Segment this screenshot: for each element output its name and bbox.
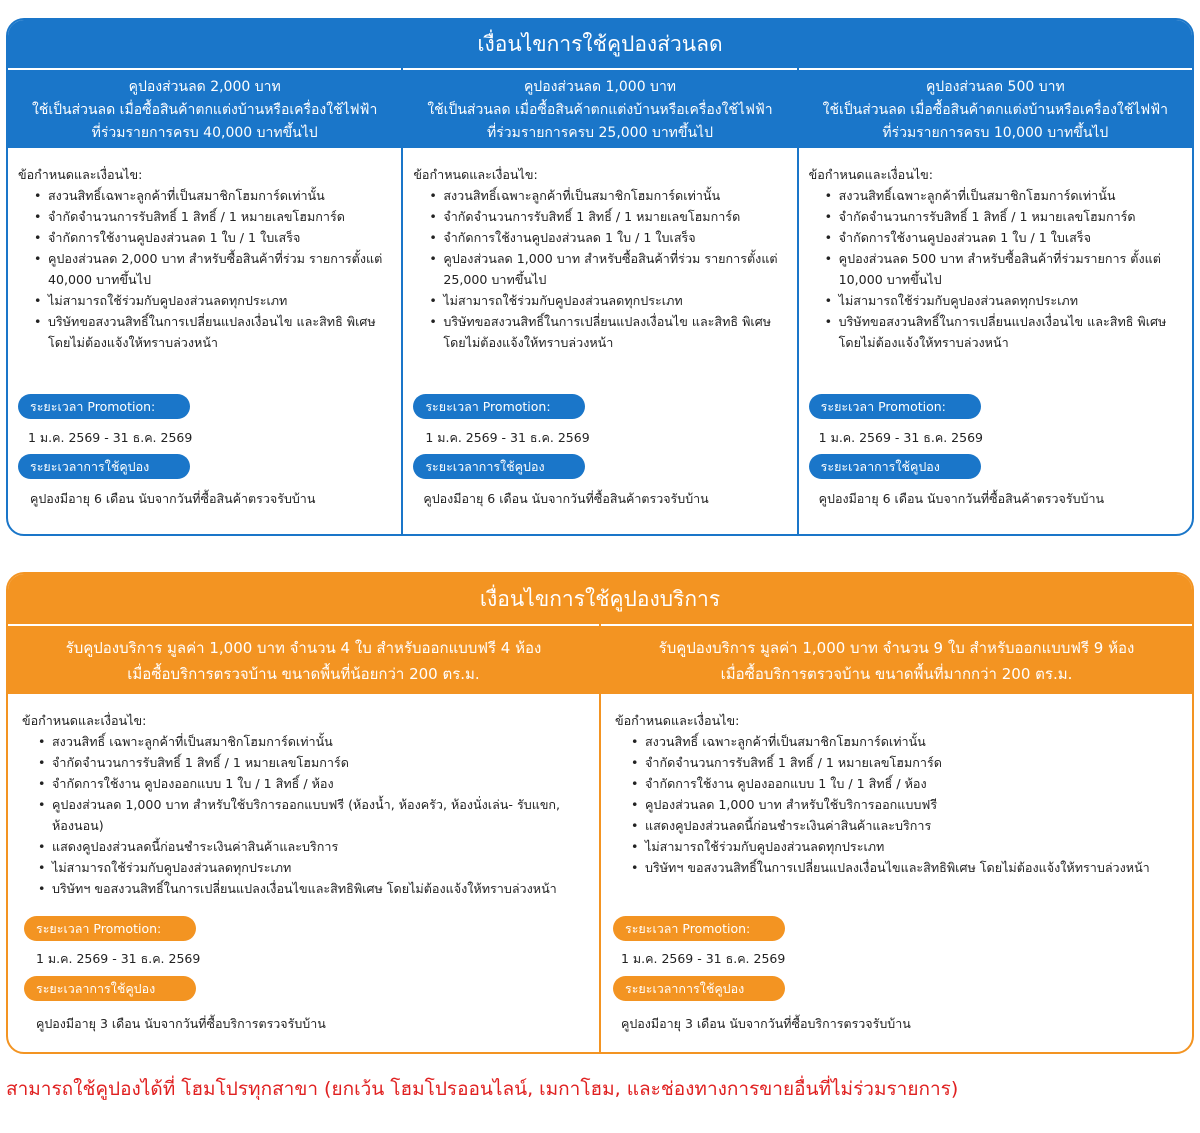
coupon-header [403, 68, 796, 148]
discount-coupon-title: เงื่อนไขการใช้คูปองส่วนลด [8, 20, 1192, 68]
condition-item: • สงวนสิทธิ์เฉพาะลูกค้าที่เป็นสมาชิกโฮมการ์ดเท่านั้น [32, 185, 391, 206]
condition-item: • จำกัดจำนวนการรับสิทธิ์ 1 สิทธิ์ / 1 หมายเลขโฮมการ์ด [36, 752, 585, 773]
promotion-period-label: ระยะเวลา Promotion: [809, 394, 981, 419]
condition-item: • จำกัดจำนวนการรับสิทธิ์ 1 สิทธิ์ / 1 หมายเลขโฮมการ์ด [823, 206, 1182, 227]
condition-item: • แสดงคูปองส่วนลดนี้ก่อนชำระเงินค่าสินค้าและบริการ [629, 815, 1178, 836]
coupon-header-line: ที่ร่วมรายการครบ 10,000 บาทขึ้นไป [882, 125, 1109, 141]
conditions-list [809, 185, 1182, 353]
coupon-usage-period-value: คูปองมีอายุ 6 เดือน นับจากวันที่ซื้อสินค้าตรวจรับบ้าน [30, 491, 316, 506]
condition-item: • จำกัดการใช้งานคูปองส่วนลด 1 ใบ / 1 ใบเสร็จ [427, 227, 786, 248]
conditions-label: ข้อกำหนดและเงื่อนไข: [22, 713, 147, 728]
conditions-label: ข้อกำหนดและเงื่อนไข: [615, 713, 740, 728]
condition-item: • คูปองส่วนลด 500 บาท สำหรับซื้อสินค้าที่ร่วมรายการ ตั้งแต่ 10,000 บาทขึ้นไป [823, 248, 1182, 290]
condition-item: • ไม่สามารถใช้ร่วมกับคูปองส่วนลดทุกประเภท [427, 290, 786, 311]
condition-item: • จำกัดจำนวนการรับสิทธิ์ 1 สิทธิ์ / 1 หมายเลขโฮมการ์ด [629, 752, 1178, 773]
coupon-header [8, 68, 401, 148]
discount-coupon-panel [6, 18, 1194, 536]
condition-item: • สงวนสิทธิ์ เฉพาะลูกค้าที่เป็นสมาชิกโฮมการ์ดเท่านั้น [629, 731, 1178, 752]
condition-item: • บริษัทขอสงวนสิทธิ์ในการเปลี่ยนแปลงเงื่อนไข และสิทธิ พิเศษ โดยไม่ต้องแจ้งให้ทราบล่วงหน้า [427, 311, 786, 353]
promotion-period-label: ระยะเวลา Promotion: [24, 916, 196, 941]
promotion-period-value: 1 ม.ค. 2569 - 31 ธ.ค. 2569 [28, 430, 193, 445]
coupon-header-line: ใช้เป็นส่วนลด เมื่อซื้อสินค้าตกแต่งบ้านหรือเครื่องใช้ไฟฟ้า [427, 102, 773, 118]
discount-coupon-column [401, 68, 796, 534]
condition-item: • จำกัดการใช้งาน คูปองออกแบบ 1 ใบ / 1 สิทธิ์ / ห้อง [36, 773, 585, 794]
condition-item: • ไม่สามารถใช้ร่วมกับคูปองส่วนลดทุกประเภท [823, 290, 1182, 311]
promotion-period-value: 1 ม.ค. 2569 - 31 ธ.ค. 2569 [36, 951, 201, 966]
service-coupon-panel [6, 572, 1194, 1054]
coupon-usage-period-label: ระยะเวลาการใช้คูปอง [24, 976, 196, 1001]
condition-item: • สงวนสิทธิ์เฉพาะลูกค้าที่เป็นสมาชิกโฮมการ์ดเท่านั้น [823, 185, 1182, 206]
coupon-usage-period-label: ระยะเวลาการใช้คูปอง [809, 454, 981, 479]
coupon-header-line: เมื่อซื้อบริการตรวจบ้าน ขนาดพื้นที่น้อยกว่า 200 ตร.ม. [127, 665, 480, 683]
condition-item: • คูปองส่วนลด 1,000 บาท สำหรับใช้บริการออกแบบฟรี [629, 794, 1178, 815]
promotion-period-value: 1 ม.ค. 2569 - 31 ธ.ค. 2569 [425, 430, 590, 445]
coupon-usage-period-label: ระยะเวลาการใช้คูปอง [613, 976, 785, 1001]
condition-item: • จำกัดการใช้งาน คูปองออกแบบ 1 ใบ / 1 สิทธิ์ / ห้อง [629, 773, 1178, 794]
service-coupon-column [599, 624, 1192, 1052]
promotion-period-label: ระยะเวลา Promotion: [413, 394, 585, 419]
conditions-section [8, 694, 599, 899]
discount-coupon-column [8, 68, 401, 534]
coupon-header-line: คูปองส่วนลด 500 บาท [925, 79, 1065, 95]
coupon-header-line: ใช้เป็นส่วนลด เมื่อซื้อสินค้าตกแต่งบ้านหรือเครื่องใช้ไฟฟ้า [822, 102, 1168, 118]
condition-item: • คูปองส่วนลด 2,000 บาท สำหรับซื้อสินค้าที่ร่วม รายการตั้งแต่ 40,000 บาทขึ้นไป [32, 248, 391, 290]
conditions-label: ข้อกำหนดและเงื่อนไข: [413, 167, 538, 182]
condition-item: • สงวนสิทธิ์เฉพาะลูกค้าที่เป็นสมาชิกโฮมการ์ดเท่านั้น [427, 185, 786, 206]
condition-item: • จำกัดการใช้งานคูปองส่วนลด 1 ใบ / 1 ใบเสร็จ [823, 227, 1182, 248]
conditions-section [403, 148, 796, 353]
condition-item: • บริษัทฯ ขอสงวนสิทธิ์ในการเปลี่ยนแปลงเงื่อนไขและสิทธิพิเศษ โดยไม่ต้องแจ้งให้ทราบล่วงหน้า [629, 857, 1178, 878]
conditions-label: ข้อกำหนดและเงื่อนไข: [808, 167, 934, 182]
coupon-header-line: คูปองส่วนลด 1,000 บาท [523, 79, 677, 95]
promotion-period-label: ระยะเวลา Promotion: [18, 394, 190, 419]
conditions-label: ข้อกำหนดและเงื่อนไข: [18, 167, 143, 182]
condition-item: • บริษัทขอสงวนสิทธิ์ในการเปลี่ยนแปลงเงื่อนไข และสิทธิ พิเศษ โดยไม่ต้องแจ้งให้ทราบล่วงหน้า [823, 311, 1182, 353]
coupon-header-line: รับคูปองบริการ มูลค่า 1,000 บาท จำนวน 9 ใบ สำหรับออกแบบฟรี 9 ห้อง [658, 639, 1135, 657]
coupon-header [8, 624, 599, 694]
conditions-section [799, 148, 1192, 353]
condition-item: • บริษัทขอสงวนสิทธิ์ในการเปลี่ยนแปลงเงื่อนไข และสิทธิ พิเศษ โดยไม่ต้องแจ้งให้ทราบล่วงหน้า [32, 311, 391, 353]
condition-item: • แสดงคูปองส่วนลดนี้ก่อนชำระเงินค่าสินค้าและบริการ [36, 836, 585, 857]
condition-item: • จำกัดจำนวนการรับสิทธิ์ 1 สิทธิ์ / 1 หมายเลขโฮมการ์ด [32, 206, 391, 227]
conditions-section [8, 148, 401, 353]
condition-item: • คูปองส่วนลด 1,000 บาท สำหรับซื้อสินค้าที่ร่วม รายการตั้งแต่ 25,000 บาทขึ้นไป [427, 248, 786, 290]
coupon-usage-period-value: คูปองมีอายุ 6 เดือน นับจากวันที่ซื้อสินค้าตรวจรับบ้าน [423, 491, 709, 506]
condition-item: • บริษัทฯ ขอสงวนสิทธิ์ในการเปลี่ยนแปลงเงื่อนไขและสิทธิพิเศษ โดยไม่ต้องแจ้งให้ทราบล่วงหน้า [36, 878, 585, 899]
conditions-list [413, 185, 786, 353]
condition-item: • สงวนสิทธิ์ เฉพาะลูกค้าที่เป็นสมาชิกโฮมการ์ดเท่านั้น [36, 731, 585, 752]
condition-item: • ไม่สามารถใช้ร่วมกับคูปองส่วนลดทุกประเภท [629, 836, 1178, 857]
coupon-usage-period-label: ระยะเวลาการใช้คูปอง [413, 454, 585, 479]
coupon-header-line: ใช้เป็นส่วนลด เมื่อซื้อสินค้าตกแต่งบ้านหรือเครื่องใช้ไฟฟ้า [32, 102, 378, 118]
conditions-list [22, 731, 585, 899]
promotion-period-value: 1 ม.ค. 2569 - 31 ธ.ค. 2569 [818, 430, 983, 445]
condition-item: • จำกัดการใช้งานคูปองส่วนลด 1 ใบ / 1 ใบเสร็จ [32, 227, 391, 248]
coupon-header-line: ที่ร่วมรายการครบ 25,000 บาทขึ้นไป [487, 125, 713, 141]
coupon-usage-period-value: คูปองมีอายุ 3 เดือน นับจากวันที่ซื้อบริการตรวจรับบ้าน [621, 1016, 911, 1031]
coupon-header-line: รับคูปองบริการ มูลค่า 1,000 บาท จำนวน 4 ใบ สำหรับออกแบบฟรี 4 ห้อง [65, 639, 542, 657]
coupon-usage-period-label: ระยะเวลาการใช้คูปอง [18, 454, 190, 479]
coupon-header-line: เมื่อซื้อบริการตรวจบ้าน ขนาดพื้นที่มากกว่า 200 ตร.ม. [720, 665, 1073, 683]
promotion-period-label: ระยะเวลา Promotion: [613, 916, 785, 941]
condition-item: • จำกัดจำนวนการรับสิทธิ์ 1 สิทธิ์ / 1 หมายเลขโฮมการ์ด [427, 206, 786, 227]
condition-item: • คูปองส่วนลด 1,000 บาท สำหรับใช้บริการออกแบบฟรี (ห้องน้ำ, ห้องครัว, ห้องนั่งเล่น- รับแขก, ห้องนอน) [36, 794, 585, 836]
coupon-header-line: คูปองส่วนลด 2,000 บาท [128, 79, 281, 95]
conditions-list [18, 185, 391, 353]
coupon-header [799, 68, 1192, 148]
condition-item: • ไม่สามารถใช้ร่วมกับคูปองส่วนลดทุกประเภท [36, 857, 585, 878]
service-coupon-title: เงื่อนไขการใช้คูปองบริการ [8, 574, 1192, 624]
footer-note: สามารถใช้คูปองได้ที่ โฮมโปรทุกสาขา (ยกเว้น โฮมโปรออนไลน์, เมกาโฮม, และช่องทางการขายอื่นที่ไม่ร่วมรายการ) [6, 1078, 959, 1100]
service-coupon-column [8, 624, 599, 1052]
condition-item: • ไม่สามารถใช้ร่วมกับคูปองส่วนลดทุกประเภท [32, 290, 391, 311]
coupon-usage-period-value: คูปองมีอายุ 6 เดือน นับจากวันที่ซื้อสินค้าตรวจรับบ้าน [818, 491, 1105, 506]
conditions-section [601, 694, 1192, 878]
conditions-list [615, 731, 1178, 878]
coupon-header [601, 624, 1192, 694]
coupon-header-line: ที่ร่วมรายการครบ 40,000 บาทขึ้นไป [91, 125, 318, 141]
discount-coupon-column [797, 68, 1192, 534]
promotion-period-value: 1 ม.ค. 2569 - 31 ธ.ค. 2569 [621, 951, 786, 966]
coupon-usage-period-value: คูปองมีอายุ 3 เดือน นับจากวันที่ซื้อบริการตรวจรับบ้าน [36, 1016, 326, 1031]
